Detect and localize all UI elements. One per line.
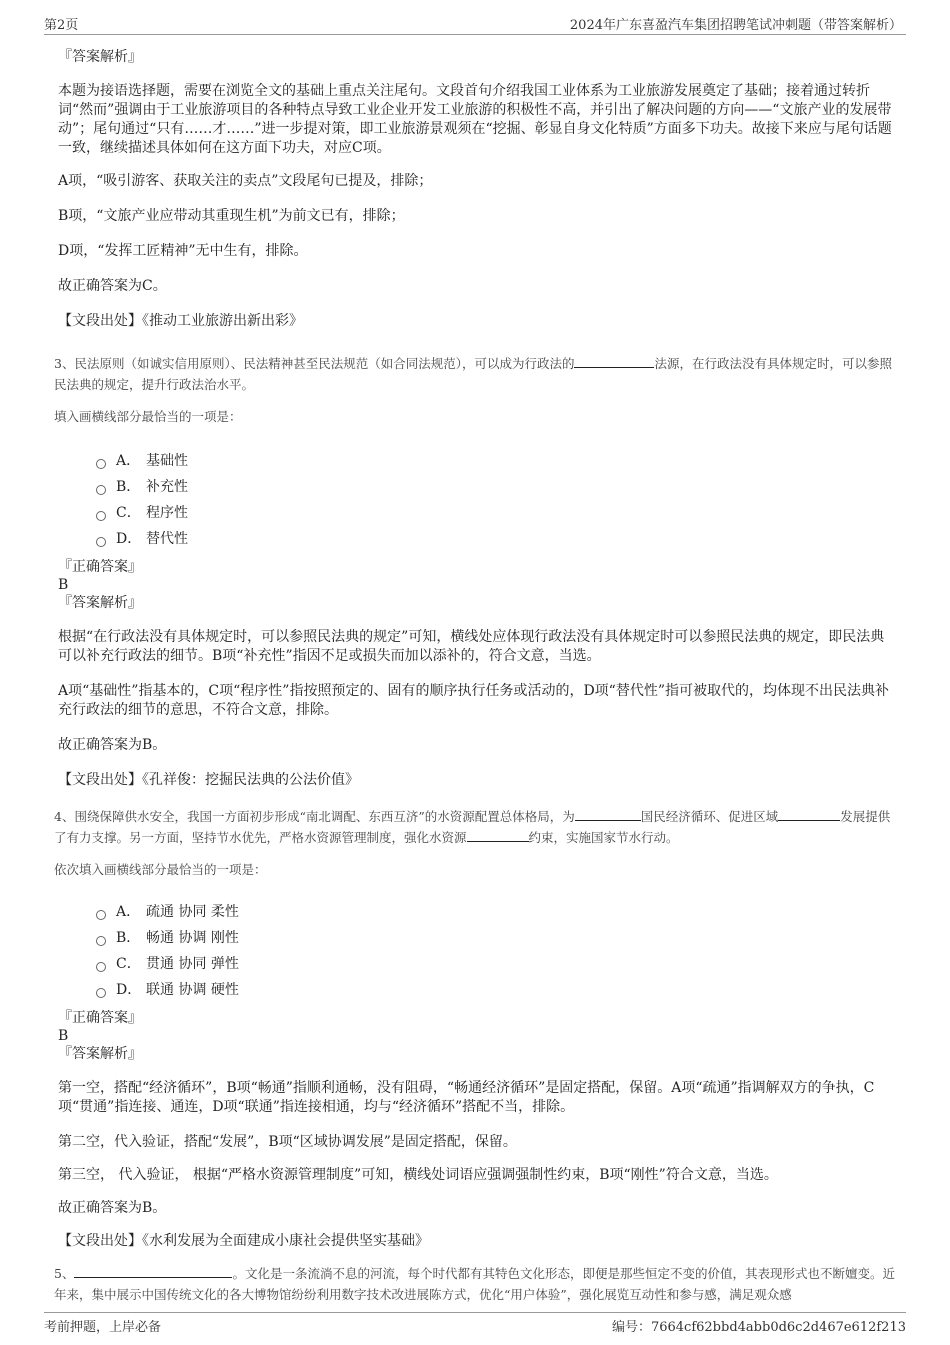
- q4-option-c[interactable]: C． 贯通 协同 弹性: [58, 951, 898, 977]
- radio-icon[interactable]: [96, 910, 106, 920]
- q2-analysis-paragraph: D项，“发挥工匠精神”无中生有，排除。: [58, 243, 308, 259]
- q4-correct-answer: B: [58, 1028, 69, 1044]
- q4-analysis-paragraph: 第三空， 代入验证， 根据“严格水资源管理制度”可知，横线处词语应强调强制性约束，B项“刚性”符合文意，当选。: [58, 1167, 778, 1183]
- q4-source: 【文段出处】《水利发展为全面建成小康社会提供坚实基础》: [58, 1233, 429, 1249]
- q4-correct-label: 『正确答案』: [58, 1010, 142, 1026]
- q4-instruction: 依次填入画横线部分最恰当的一项是：: [54, 862, 267, 877]
- q4-option-d[interactable]: D． 联通 协调 硬性: [58, 977, 898, 1003]
- q4-option-a[interactable]: A． 疏通 协同 柔性: [58, 899, 898, 925]
- q3-analysis-paragraph: A项“基础性”指基本的，C项“程序性”指按照预定的、固有的顺序执行任务或活动的，D项“替代性”指可被取代的，均体现不出民法典补充行政法的细节的意思，不符合文意，排除。: [58, 683, 889, 718]
- q2-analysis-paragraph: A项，“吸引游客、获取关注的卖点”文段尾句已提及，排除；: [58, 173, 433, 189]
- q3-options: [58, 448, 898, 552]
- q2-analysis-paragraph: 本题为接语选择题，需要在浏览全文的基础上重点关注尾句。文段首句介绍我国工业体系为工业旅游发展奠定了基础；接着通过转折词“然而”强调由于工业旅游项目的各种特点导致工业企业开发工业旅游的积极性不高，并引出了解决问题的方向——“文旅产业的发展带动”；尾句通过“只有……才……”进一步提对策，即工业旅游景观须在“挖掘、彰显自身文化特质”方面多下功夫。故接下来应与尾句话题一致，继续描述具体如何在这方面下功夫，对应C项。: [58, 83, 892, 156]
- q4-analysis-label: 『答案解析』: [58, 1046, 142, 1062]
- q3-option-d[interactable]: D． 替代性: [58, 526, 898, 552]
- q3-option-a[interactable]: A． 基础性: [58, 448, 898, 474]
- q3-option-b[interactable]: B． 补充性: [58, 474, 898, 500]
- q3-analysis-label: 『答案解析』: [58, 595, 142, 611]
- document-title: 2024年广东喜盈汽车集团招聘笔试冲刺题（带答案解析）: [569, 18, 902, 33]
- document-code: 编号：7664cf62bbd4abb0d6c2d467e612f213: [611, 1320, 906, 1335]
- q2-analysis-paragraph: 故正确答案为C。: [58, 278, 167, 294]
- answer-blank: [74, 1264, 232, 1278]
- q3-source: 【文段出处】《孔祥俊：挖掘民法典的公法价值》: [58, 772, 359, 788]
- q3-analysis-paragraph: 根据“在行政法没有具体规定时，可以参照民法典的规定”可知，横线处应体现行政法没有具体规定时可以参照民法典的规定，即民法典可以补充行政法的细节。B项“补充性”指因不足或损失而加以添补的，符合文意，当选。: [58, 629, 885, 664]
- q4-stem: 4、围绕保障供水安全，我国一方面初步形成“南北调配、东西互济”的水资源配置总体格局，为 国民经济循环、促进区域 发展提供了有力支撑。另一方面，坚持节水优先，严格水资源管理制度，强化水资源 约束，实施国家节水行动。: [54, 809, 891, 845]
- q4-analysis-paragraph: 故正确答案为B。: [58, 1200, 167, 1216]
- radio-icon[interactable]: [96, 511, 106, 521]
- q3-correct-label: 『正确答案』: [58, 559, 142, 575]
- page-content: [54, 48, 898, 1317]
- q3-option-c[interactable]: C． 程序性: [58, 500, 898, 526]
- footer-slogan: 考前押题，上岸必备: [44, 1320, 162, 1335]
- answer-blank: [778, 807, 840, 821]
- answer-blank: [574, 354, 654, 368]
- page-header: [44, 14, 906, 35]
- q3-analysis-paragraph: 故正确答案为B。: [58, 737, 167, 753]
- radio-icon[interactable]: [96, 537, 106, 547]
- q4-option-b[interactable]: B． 畅通 协调 刚性: [58, 925, 898, 951]
- answer-blank: [575, 807, 641, 821]
- radio-icon[interactable]: [96, 485, 106, 495]
- radio-icon[interactable]: [96, 459, 106, 469]
- q2-analysis-paragraph: B项，“文旅产业应带动其重现生机”为前文已有，排除；: [58, 208, 405, 224]
- answer-blank: [467, 828, 529, 842]
- q4-analysis-paragraph: 第一空，搭配“经济循环”，B项“畅通”指顺利通畅，没有阻碍，“畅通经济循环”是固定搭配，保留。A项“疏通”指调解双方的争执，C项“贯通”指连接、通连，D项“联通”指连接相通，均与“经济循环”搭配不当，排除。: [58, 1080, 875, 1115]
- q4-analysis-paragraph: 第二空，代入验证，搭配“发展”，B项“区域协调发展”是固定搭配，保留。: [58, 1134, 517, 1150]
- radio-icon[interactable]: [96, 936, 106, 946]
- q3-correct-answer: B: [58, 577, 69, 593]
- q5-stem: 5、 。文化是一条流淌不息的河流，每个时代都有其特色文化形态，即便是那些恒定不变的价值，其表现形式也不断嬗变。近年来，集中展示中国传统文化的各大博物馆纷纷利用数字技术改进展陈方式，优化“用户体验”，强化展览互动性和参与感，满足观众感: [54, 1266, 895, 1302]
- page-footer: [44, 1312, 906, 1335]
- q2-source: 【文段出处】《推动工业旅游出新出彩》: [58, 313, 303, 329]
- q2-analysis-label: 『答案解析』: [58, 49, 142, 65]
- q3-instruction: 填入画横线部分最恰当的一项是：: [54, 409, 242, 424]
- q3-stem: 3、民法原则（如诚实信用原则）、民法精神甚至民法规范（如合同法规范），可以成为行政法的 法源，在行政法没有具体规定时，可以参照民法典的规定，提升行政法治水平。: [54, 356, 892, 392]
- radio-icon[interactable]: [96, 962, 106, 972]
- q4-options: [58, 899, 898, 1003]
- page-number: 第2页: [44, 18, 79, 33]
- radio-icon[interactable]: [96, 988, 106, 998]
